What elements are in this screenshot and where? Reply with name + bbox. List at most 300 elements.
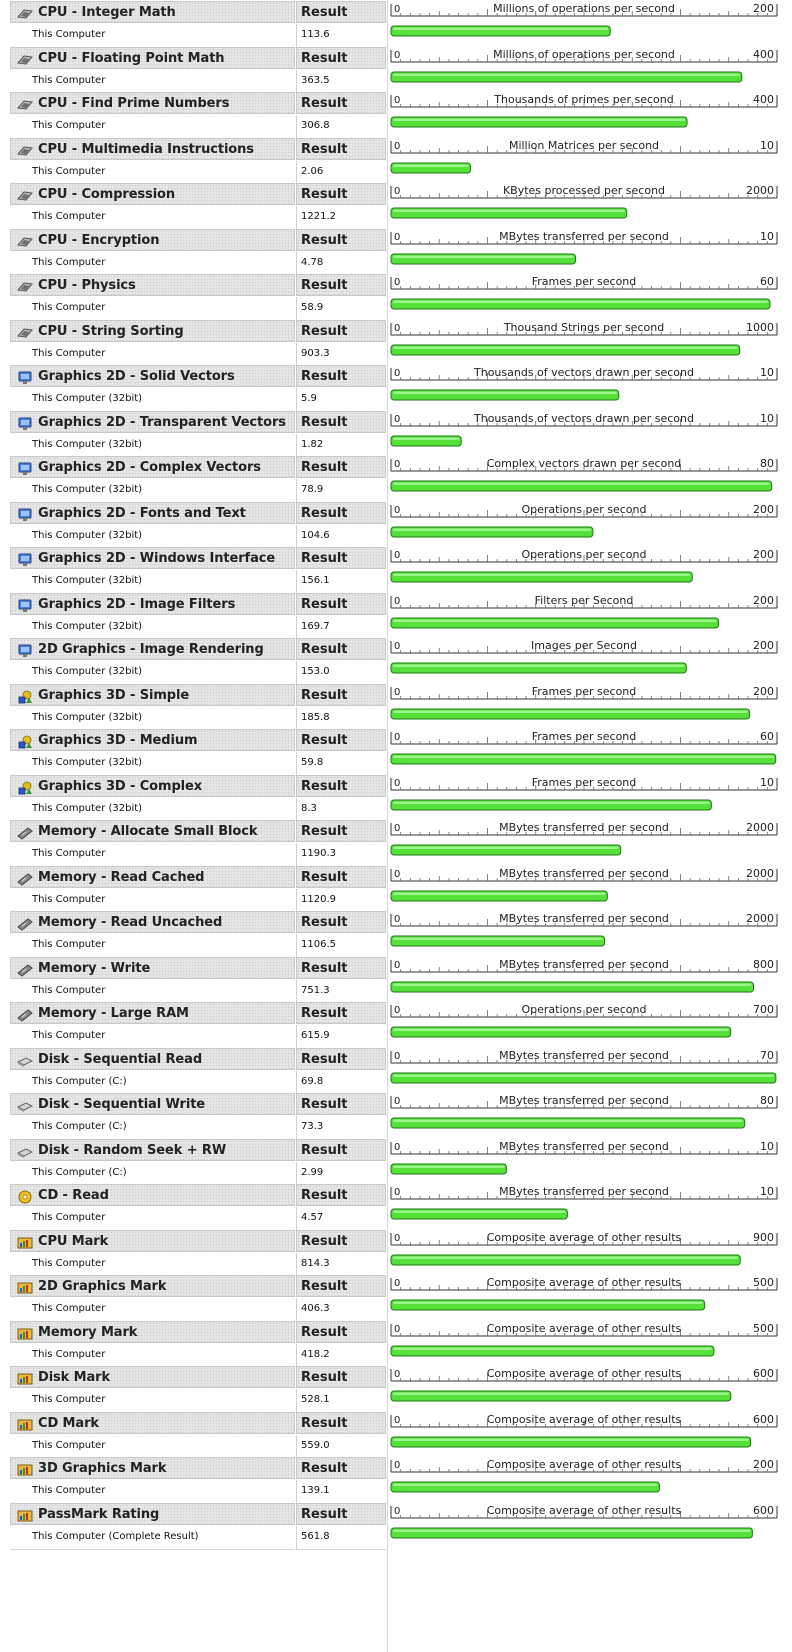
result-header: Result <box>301 460 348 475</box>
test-name-cell <box>10 866 295 888</box>
result-header-cell <box>296 957 386 979</box>
result-header: Result <box>301 1006 348 1021</box>
subject-label: This Computer (C:) <box>32 1075 127 1087</box>
subject-cell <box>10 525 295 549</box>
subject-cell <box>10 1389 295 1413</box>
test-name-cell <box>10 775 295 797</box>
subject-cell <box>10 343 295 367</box>
value-cell <box>296 434 386 458</box>
result-header-cell <box>296 502 386 524</box>
result-bar-highlight <box>393 1484 657 1487</box>
result-header: Result <box>301 5 348 20</box>
result-chart <box>387 1138 792 1186</box>
axis-min-label: 0 <box>394 186 401 197</box>
subject-label: This Computer <box>32 302 106 313</box>
result-bar-highlight <box>393 28 608 31</box>
axis-unit-label: Composite average of other results <box>486 1321 682 1335</box>
test-row <box>0 1411 792 1459</box>
axis-unit-label: Thousand Strings per second <box>503 320 665 334</box>
test-name-cell <box>10 1184 295 1206</box>
result-bar-highlight <box>393 1302 703 1305</box>
result-header: Result <box>301 369 348 384</box>
result-header-cell <box>296 1230 386 1252</box>
axis-max-label: 10 <box>760 411 774 425</box>
result-header: Result <box>301 824 348 839</box>
result-header: Result <box>301 687 348 703</box>
subject-cell <box>10 297 295 321</box>
result-header-cell <box>296 775 386 797</box>
test-name-cell <box>10 1002 295 1024</box>
result-chart <box>387 1411 792 1459</box>
axis-max-label: 80 <box>760 1094 774 1107</box>
axis-min-label: 0 <box>394 1414 401 1426</box>
result-header-cell <box>296 1412 386 1434</box>
axis-max-label: 60 <box>760 730 774 743</box>
test-name-cell <box>10 957 295 979</box>
test-name-cell <box>10 47 295 69</box>
result-header: Result <box>301 551 348 566</box>
axis-max-label: 2000 <box>746 866 774 880</box>
test-name-cell <box>10 911 295 933</box>
axis-max-label: 70 <box>760 1048 774 1062</box>
result-bar-highlight <box>393 1256 738 1259</box>
axis-min-label: 0 <box>394 1005 401 1016</box>
test-row <box>0 1138 792 1186</box>
axis-unit-label: Composite average of other results <box>486 1367 682 1380</box>
mark-chart-icon <box>16 1326 34 1340</box>
monitor-icon <box>16 416 34 430</box>
result-value: 4.78 <box>301 256 324 268</box>
subject-cell <box>10 252 295 276</box>
result-chart <box>387 683 792 731</box>
test-name-cell <box>10 547 295 569</box>
test-name: CPU - Compression <box>38 187 176 202</box>
test-name-cell <box>10 684 295 706</box>
subject-cell <box>10 843 295 867</box>
axis-unit-label: Millions of operations per second <box>493 47 675 61</box>
test-row <box>0 91 792 139</box>
axis-min-label: 0 <box>394 1278 401 1289</box>
axis-unit-label: Frames per second <box>531 730 637 743</box>
axis-min-label: 0 <box>394 49 401 61</box>
axis-unit-label: MBytes transferred per second <box>499 229 669 243</box>
subject-label: This Computer <box>32 29 106 40</box>
axis-max-label: 600 <box>753 1503 774 1517</box>
value-cell <box>296 616 386 640</box>
axis-max-label: 800 <box>753 957 774 971</box>
result-header-cell <box>296 1366 386 1388</box>
result-value: 59.8 <box>301 757 324 768</box>
result-header: Result <box>301 414 348 430</box>
result-bar-highlight <box>393 938 603 941</box>
result-chart <box>387 455 792 503</box>
result-header: Result <box>301 642 348 657</box>
axis-unit-label: Thousands of primes per second <box>494 93 674 106</box>
test-row <box>0 182 792 230</box>
hard-disk-icon <box>16 1098 34 1112</box>
value-cell <box>296 1162 386 1186</box>
mark-chart-icon <box>16 1417 34 1431</box>
result-header: Result <box>301 960 348 976</box>
test-name-cell <box>10 183 295 205</box>
result-header: Result <box>301 96 348 111</box>
test-row <box>0 137 792 185</box>
subject-label: This Computer (Complete Result) <box>32 1530 199 1542</box>
mark-chart-icon <box>16 1235 34 1249</box>
axis-unit-label: Composite average of other results <box>486 1458 682 1471</box>
result-value: 559.0 <box>301 1439 330 1451</box>
test-name: CPU - Multimedia Instructions <box>38 141 254 157</box>
subject-label: This Computer <box>32 848 106 859</box>
result-value: 113.6 <box>301 29 330 40</box>
result-header: Result <box>301 1188 348 1203</box>
result-value: 1120.9 <box>301 893 336 905</box>
result-bar-highlight <box>393 528 591 531</box>
subject-cell <box>10 570 295 594</box>
axis-max-label: 200 <box>753 593 774 607</box>
result-value: 814.3 <box>301 1257 330 1269</box>
axis-unit-label: MBytes transferred per second <box>499 1185 669 1198</box>
result-bar-highlight <box>393 301 768 304</box>
test-row <box>0 1274 792 1322</box>
test-name: Graphics 3D - Complex <box>38 778 203 794</box>
subject-cell <box>10 1162 295 1186</box>
result-header-cell <box>296 183 386 205</box>
test-name-cell <box>10 92 295 114</box>
result-chart <box>387 1502 792 1550</box>
subject-label: This Computer <box>32 1439 106 1451</box>
subject-label: This Computer (C:) <box>32 1121 127 1132</box>
test-row <box>0 910 792 958</box>
result-header: Result <box>301 278 348 293</box>
result-value: 5.9 <box>301 393 317 404</box>
axis-unit-label: Composite average of other results <box>486 1412 682 1426</box>
result-chart <box>387 819 792 867</box>
test-name: Graphics 2D - Complex Vectors <box>38 460 261 475</box>
value-cell <box>296 388 386 412</box>
axis-max-label: 2000 <box>746 912 774 925</box>
test-name: 2D Graphics Mark <box>38 1279 167 1294</box>
axis-max-label: 200 <box>753 2 774 15</box>
axis-max-label: 10 <box>760 138 774 152</box>
result-header: Result <box>301 1461 348 1476</box>
mark-chart-icon <box>16 1508 34 1522</box>
result-header-cell <box>296 911 386 933</box>
result-header-cell <box>296 1321 386 1343</box>
axis-max-label: 10 <box>760 229 774 243</box>
subject-cell <box>10 661 295 685</box>
test-name: Graphics 2D - Windows Interface <box>38 551 276 566</box>
result-bar-highlight <box>393 1120 743 1123</box>
test-row <box>0 410 792 458</box>
value-cell <box>296 798 386 822</box>
value-cell <box>296 24 386 48</box>
value-cell <box>296 343 386 367</box>
result-header: Result <box>301 1142 348 1158</box>
result-header-cell <box>296 1184 386 1206</box>
value-cell <box>296 1526 386 1550</box>
axis-min-label: 0 <box>394 1505 401 1517</box>
result-chart <box>387 592 792 640</box>
subject-label: This Computer <box>32 347 106 359</box>
result-value: 418.2 <box>301 1348 330 1360</box>
axis-min-label: 0 <box>394 504 401 516</box>
result-chart <box>387 273 792 321</box>
test-name: 3D Graphics Mark <box>38 1461 167 1476</box>
result-bar-highlight <box>393 1074 774 1077</box>
test-row <box>0 956 792 1004</box>
subject-label: This Computer (32bit) <box>32 529 143 541</box>
axis-max-label: 60 <box>760 275 774 288</box>
result-chart <box>387 364 792 412</box>
shapes-3d-icon <box>16 689 34 703</box>
memory-stick-icon <box>16 1007 34 1021</box>
test-name-cell <box>10 1457 295 1479</box>
test-name: Memory - Read Cached <box>38 869 205 885</box>
result-header: Result <box>301 1324 348 1340</box>
subject-cell <box>10 1526 295 1550</box>
result-header-cell <box>296 274 386 296</box>
axis-unit-label: Million Matrices per second <box>508 138 660 152</box>
test-row <box>0 319 792 367</box>
subject-cell <box>10 980 295 1004</box>
test-row <box>0 273 792 321</box>
axis-min-label: 0 <box>394 95 401 106</box>
axis-max-label: 200 <box>753 1458 774 1471</box>
result-bar-highlight <box>393 346 738 349</box>
test-name-cell <box>10 138 295 160</box>
axis-unit-label: MBytes transferred per second <box>499 912 669 925</box>
monitor-icon <box>16 598 34 612</box>
result-value: 185.8 <box>301 711 330 723</box>
test-name-cell <box>10 365 295 387</box>
test-name-cell <box>10 1275 295 1297</box>
subject-cell <box>10 1025 295 1049</box>
result-header: Result <box>301 1506 348 1522</box>
monitor-icon <box>16 370 34 384</box>
hard-disk-icon <box>16 1144 34 1158</box>
subject-cell <box>10 70 295 94</box>
result-header-cell <box>296 1275 386 1297</box>
result-chart <box>387 1456 792 1504</box>
monitor-icon <box>16 507 34 521</box>
value-cell <box>296 570 386 594</box>
result-header-cell <box>296 593 386 615</box>
memory-stick-icon <box>16 916 34 930</box>
result-value: 1106.5 <box>301 939 336 950</box>
result-bar-highlight <box>393 210 625 213</box>
test-name: Memory - Write <box>38 960 151 976</box>
result-header-cell <box>296 1457 386 1479</box>
subject-cell <box>10 1116 295 1140</box>
value-cell <box>296 161 386 185</box>
result-bar-highlight <box>393 1529 750 1532</box>
cpu-chip-icon <box>16 143 34 157</box>
test-row <box>0 683 792 731</box>
axis-min-label: 0 <box>394 777 401 789</box>
axis-unit-label: KBytes processed per second <box>502 184 666 197</box>
result-chart <box>387 774 792 822</box>
test-name-cell <box>10 1048 295 1070</box>
result-header-cell <box>296 1503 386 1525</box>
subject-label: This Computer <box>32 165 106 177</box>
subject-cell <box>10 115 295 139</box>
result-bar-highlight <box>393 392 617 395</box>
result-header: Result <box>301 1233 348 1249</box>
test-name: PassMark Rating <box>38 1506 160 1522</box>
column-divider <box>387 0 388 1652</box>
subject-cell <box>10 24 295 48</box>
value-cell <box>296 980 386 1004</box>
result-chart <box>387 910 792 958</box>
test-name: CD Mark <box>38 1415 99 1431</box>
result-value: 1.82 <box>301 438 324 450</box>
test-name: Graphics 2D - Image Filters <box>38 596 236 612</box>
result-header: Result <box>301 596 348 612</box>
subject-cell <box>10 798 295 822</box>
axis-max-label: 400 <box>753 93 774 106</box>
test-name: Graphics 2D - Fonts and Text <box>38 505 246 521</box>
subject-label: This Computer <box>32 1485 106 1496</box>
test-row <box>0 865 792 913</box>
subject-label: This Computer <box>32 1030 106 1041</box>
result-chart <box>387 956 792 1004</box>
subject-label: This Computer (C:) <box>32 1166 127 1178</box>
axis-min-label: 0 <box>394 914 401 925</box>
result-chart <box>387 137 792 185</box>
subject-cell <box>10 1435 295 1459</box>
monitor-icon <box>16 552 34 566</box>
result-header-cell <box>296 638 386 660</box>
subject-label: This Computer <box>32 1257 106 1269</box>
test-name-cell <box>10 1230 295 1252</box>
test-name-cell <box>10 820 295 842</box>
subject-label: This Computer (32bit) <box>32 575 143 586</box>
axis-max-label: 200 <box>753 502 774 516</box>
result-bar-highlight <box>393 847 619 850</box>
axis-max-label: 10 <box>760 1185 774 1198</box>
shapes-3d-icon <box>16 734 34 748</box>
value-cell <box>296 1344 386 1368</box>
axis-unit-label: Images per Second <box>531 639 637 652</box>
result-value: 104.6 <box>301 529 330 541</box>
value-cell <box>296 206 386 230</box>
axis-min-label: 0 <box>394 1050 401 1062</box>
subject-cell <box>10 934 295 958</box>
result-bar-highlight <box>393 574 690 577</box>
result-chart <box>387 546 792 594</box>
axis-unit-label: Filters per Second <box>534 593 634 607</box>
axis-max-label: 10 <box>760 775 774 789</box>
test-name-cell <box>10 593 295 615</box>
test-name: CD - Read <box>38 1188 109 1203</box>
axis-min-label: 0 <box>394 277 401 288</box>
result-value: 2.06 <box>301 165 324 177</box>
subject-cell <box>10 434 295 458</box>
value-cell <box>296 1480 386 1504</box>
cpu-chip-icon <box>16 6 34 20</box>
result-header: Result <box>301 50 348 66</box>
subject-cell <box>10 1298 295 1322</box>
test-row <box>0 774 792 822</box>
test-row <box>0 501 792 549</box>
axis-max-label: 80 <box>760 457 774 470</box>
test-row <box>0 1047 792 1095</box>
test-row <box>0 637 792 685</box>
axis-max-label: 600 <box>753 1412 774 1426</box>
result-chart <box>387 1047 792 1095</box>
result-bar-highlight <box>393 983 752 986</box>
test-name-cell <box>10 1 295 23</box>
value-cell <box>296 1389 386 1413</box>
test-name-cell <box>10 1503 295 1525</box>
subject-cell <box>10 1344 295 1368</box>
test-name: Graphics 2D - Solid Vectors <box>38 369 235 384</box>
value-cell <box>296 1207 386 1231</box>
axis-min-label: 0 <box>394 459 401 470</box>
test-name: Disk - Sequential Write <box>38 1097 206 1112</box>
value-cell <box>296 1071 386 1095</box>
axis-unit-label: Operations per second <box>521 502 647 516</box>
test-name: CPU Mark <box>38 1233 109 1249</box>
result-value: 73.3 <box>301 1121 324 1132</box>
axis-unit-label: Operations per second <box>521 1003 647 1016</box>
result-value: 4.57 <box>301 1212 324 1223</box>
axis-unit-label: Frames per second <box>531 775 637 789</box>
result-chart <box>387 1365 792 1413</box>
result-header: Result <box>301 1279 348 1294</box>
result-chart <box>387 728 792 776</box>
value-cell <box>296 1253 386 1277</box>
result-chart <box>387 1001 792 1049</box>
result-bar-highlight <box>393 756 774 759</box>
axis-unit-label: Frames per second <box>531 275 637 288</box>
axis-min-label: 0 <box>394 732 401 743</box>
result-bar-highlight <box>393 1393 729 1396</box>
result-bar-highlight <box>393 1165 504 1168</box>
result-value: 615.9 <box>301 1030 330 1041</box>
result-value: 8.3 <box>301 802 317 814</box>
result-bar-highlight <box>393 801 709 804</box>
result-bar-highlight <box>393 437 459 440</box>
subject-label: This Computer (32bit) <box>32 484 143 495</box>
value-cell <box>296 707 386 731</box>
result-header-cell <box>296 365 386 387</box>
result-header-cell <box>296 1048 386 1070</box>
monitor-icon <box>16 461 34 475</box>
test-name-cell <box>10 1366 295 1388</box>
result-bar-highlight <box>393 665 684 668</box>
test-row <box>0 1183 792 1231</box>
result-value: 561.8 <box>301 1530 330 1542</box>
test-row <box>0 592 792 640</box>
result-header: Result <box>301 869 348 885</box>
subject-label: This Computer (32bit) <box>32 438 143 450</box>
value-cell <box>296 1116 386 1140</box>
result-header-cell <box>296 47 386 69</box>
result-header-cell <box>296 1 386 23</box>
result-chart <box>387 91 792 139</box>
result-header: Result <box>301 778 348 794</box>
value-cell <box>296 525 386 549</box>
result-header-cell <box>296 1139 386 1161</box>
axis-min-label: 0 <box>394 550 401 561</box>
value-cell <box>296 479 386 503</box>
subject-label: This Computer (32bit) <box>32 666 143 677</box>
result-header: Result <box>301 141 348 157</box>
axis-min-label: 0 <box>394 595 401 607</box>
result-bar-highlight <box>393 255 574 258</box>
